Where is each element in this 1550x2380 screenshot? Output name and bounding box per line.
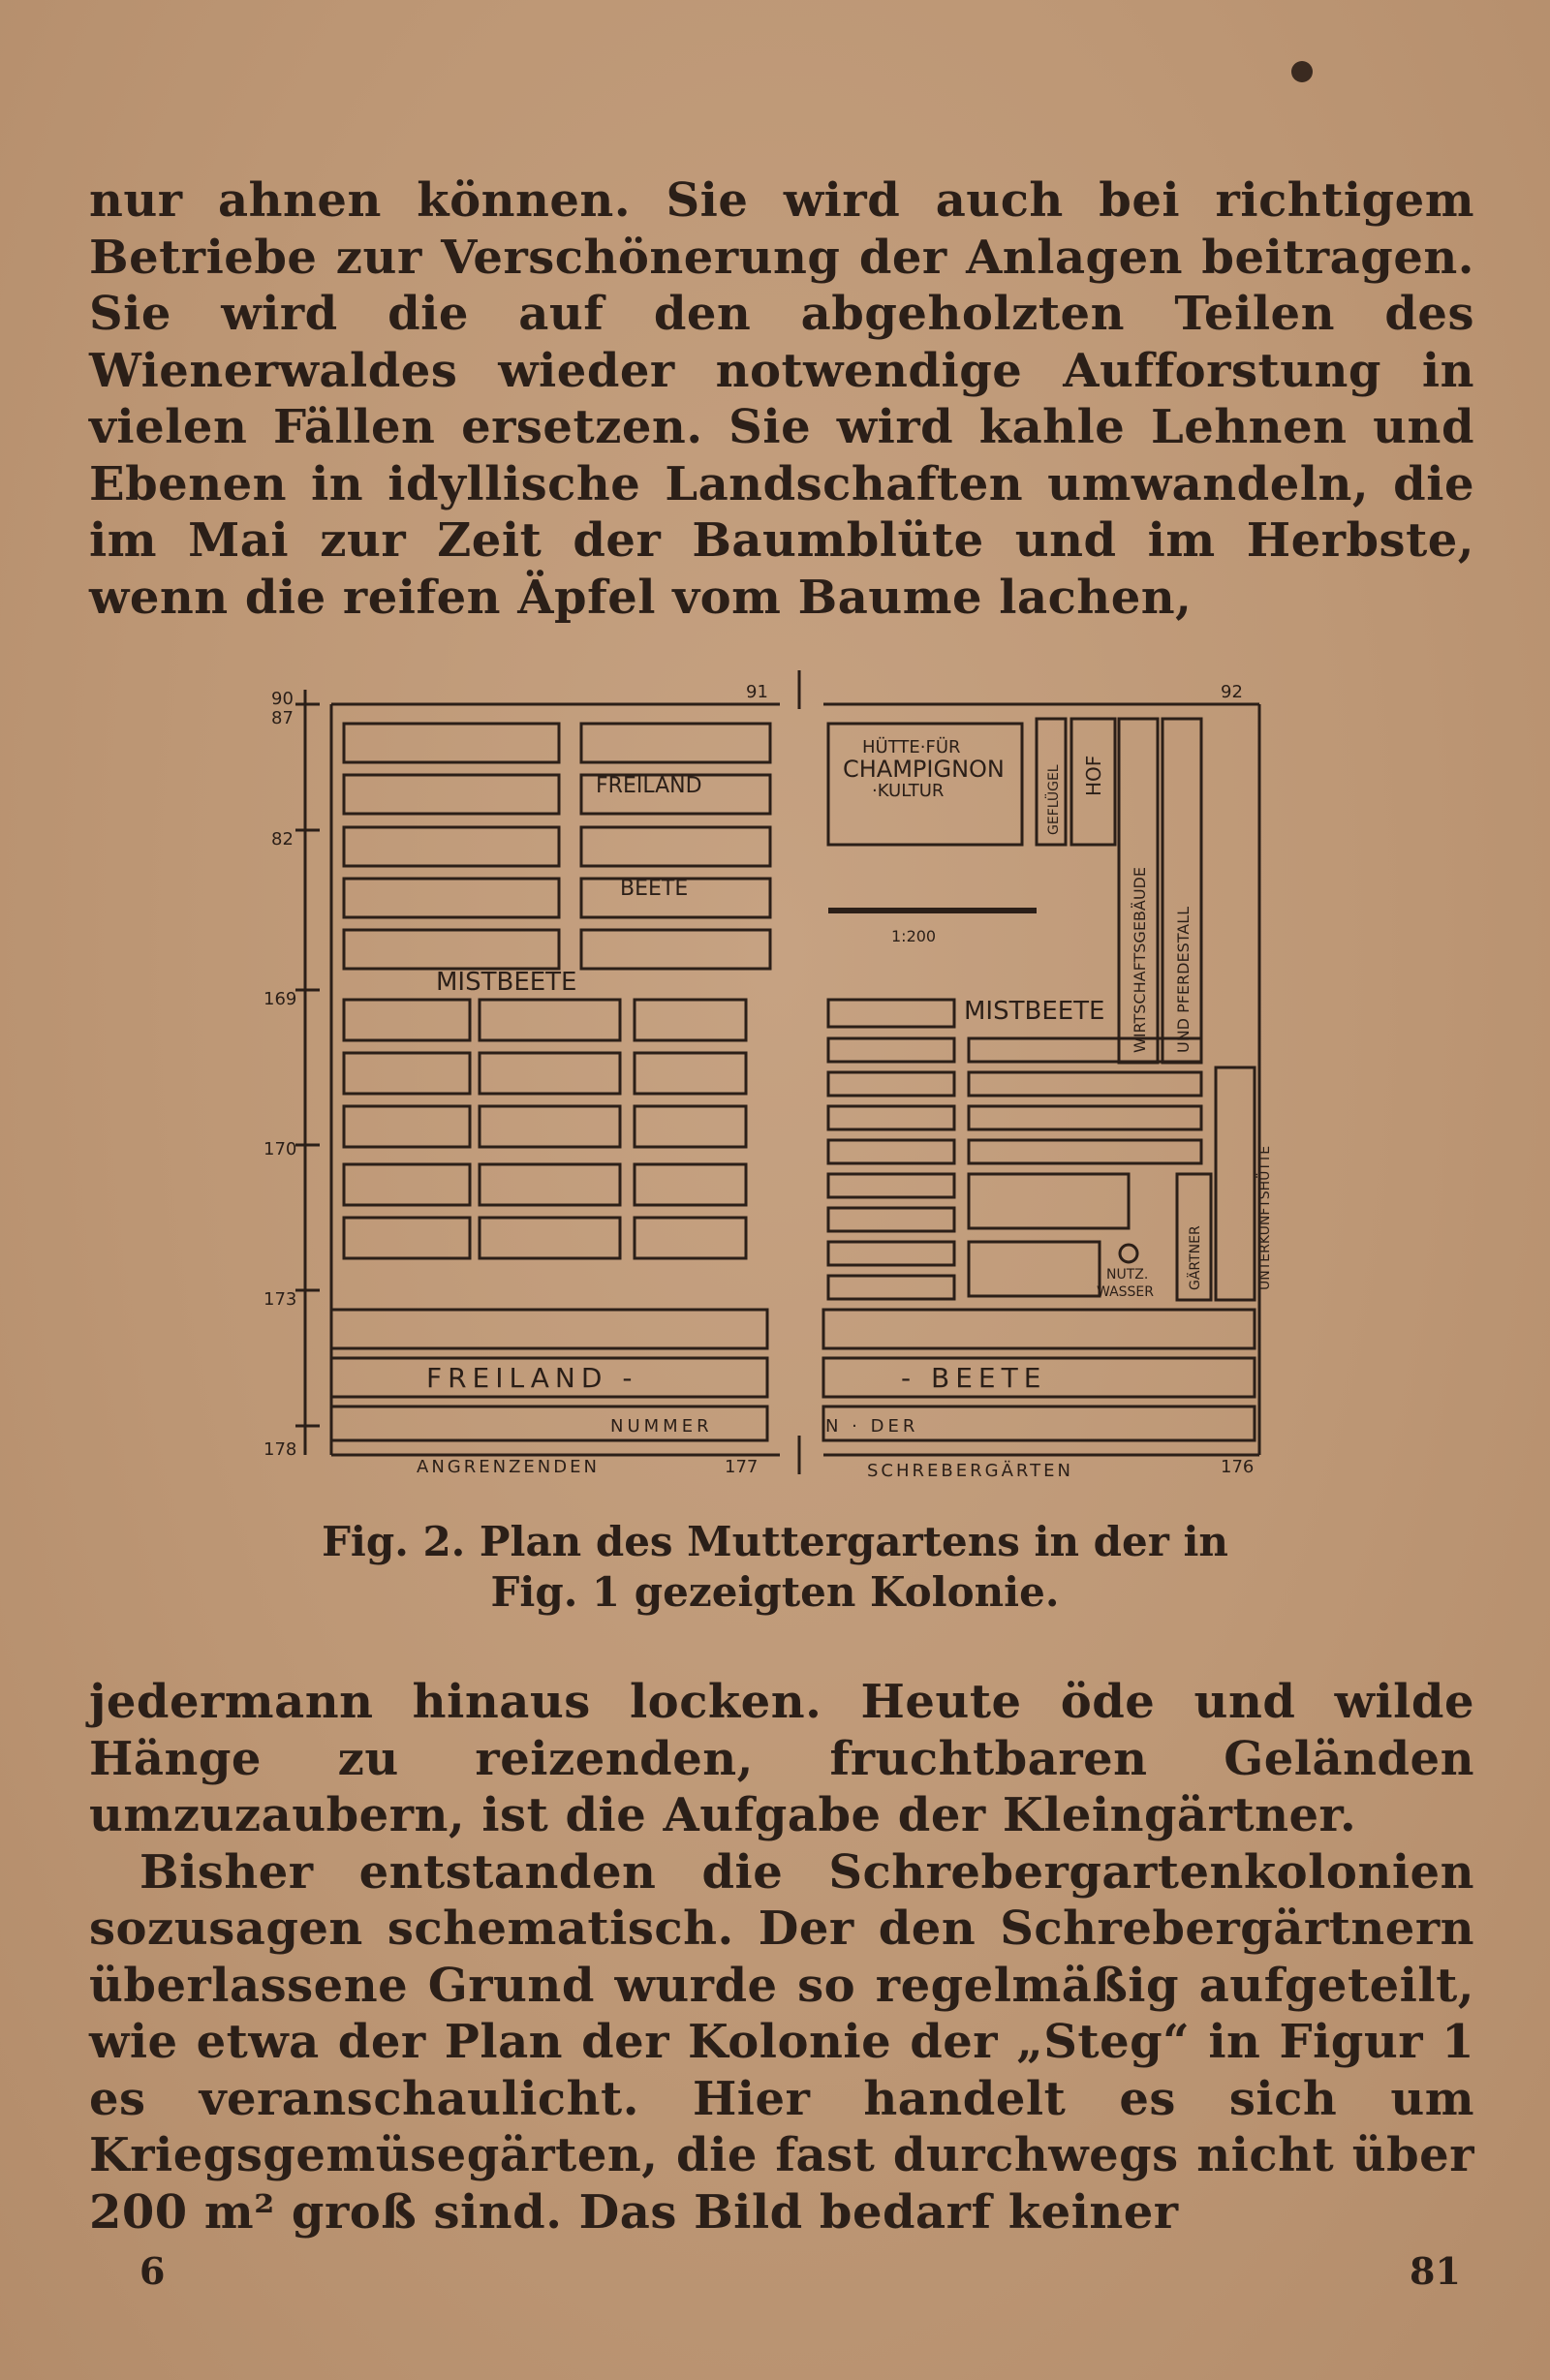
plot-number-173: 173 (264, 1289, 297, 1310)
ink-spot (1291, 61, 1313, 82)
label-freiland-top: FREILAND (596, 774, 702, 798)
caption-line-2: Fig. 1 gezeigten Kolonie. (490, 1568, 1060, 1616)
caption-line-1: Fig. 2. Plan des Muttergartens in der in (322, 1518, 1228, 1565)
label-huette-2: CHAMPIGNON (843, 756, 1005, 783)
label-mistbeete-right: MISTBEETE (964, 997, 1105, 1026)
label-nummern-left: NUMMER (610, 1416, 713, 1437)
upper-paragraph (89, 172, 1474, 626)
label-scale: 1:200 (891, 927, 937, 945)
label-schrebergaerten: SCHREBERGÄRTEN (867, 1461, 1073, 1481)
label-angrenzenden: ANGRENZENDEN (417, 1457, 600, 1477)
label-beete-top: BEETE (620, 877, 689, 901)
paragraph-3: Bisher entstanden die Schrebergartenkolonien sozusagen schematisch. Der den Schrebergärtnern überlassene Grund wurde so regelmäßig aufgeteilt, wie etwa der Plan der Kolonie der „Steg“ in Figur 1 es veranschaulicht. Hier handelt es sich um Kriegsgemüsegärten, die fast durchwegs nicht über 200 m² groß sind. Das Bild bedarf keiner (89, 1844, 1474, 2240)
label-huette-3: ·KULTUR (872, 781, 945, 801)
label-wirtschaftsgebaeude: WIRTSCHAFTSGEBÄUDE (1131, 867, 1149, 1053)
label-huette-1: HÜTTE·FÜR (862, 737, 961, 757)
plot-number-92: 92 (1221, 682, 1243, 702)
plot-number-91: 91 (746, 682, 768, 702)
label-nutzwasser-1: NUTZ. (1106, 1267, 1149, 1283)
lower-text (89, 1674, 1474, 2241)
label-pferdestall: UND PFERDESTALL (1174, 906, 1193, 1053)
plot-number-170: 170 (264, 1139, 297, 1159)
label-nummern-right: N · DER (825, 1416, 919, 1437)
page-number: 81 (1410, 2249, 1461, 2293)
plot-number-169: 169 (264, 989, 297, 1009)
label-hof: HOF (1082, 755, 1105, 796)
paragraph-2: jedermann hinaus locken. Heute öde und wilde Hänge zu reizenden, fruchtbaren Geländen umzuzaubern, ist die Aufgabe der Kleingärtner. (89, 1675, 1474, 1842)
plot-number-177: 177 (725, 1457, 759, 1477)
signature-mark: 6 (140, 2249, 166, 2293)
garden-plan-drawing (262, 651, 1288, 1484)
plot-number-82: 82 (271, 829, 294, 850)
label-freiland-bottom: FREILAND - (426, 1362, 638, 1394)
label-beete-bottom: - BEETE (901, 1362, 1047, 1394)
label-nutzwasser-2: WASSER (1097, 1284, 1155, 1300)
label-gefluegel: GEFLÜGEL (1046, 764, 1062, 835)
plot-number-178: 178 (264, 1439, 297, 1460)
plot-number-87: 87 (271, 708, 294, 728)
figure-caption (252, 1517, 1298, 1618)
garden-plan-figure (262, 651, 1288, 1484)
label-unterkunftshuette: UNTERKUNFTSHÜTTE (1257, 1145, 1273, 1290)
label-gaertner: GÄRTNER (1188, 1225, 1203, 1290)
label-mistbeete-left: MISTBEETE (436, 968, 577, 997)
plot-number-90: 90 (271, 689, 294, 709)
plot-number-176: 176 (1221, 1457, 1255, 1477)
paragraph-1: nur ahnen können. Sie wird auch bei richtigem Betriebe zur Verschönerung der Anlagen beitragen. Sie wird die auf den abgeholzten Teilen des Wienerwaldes wieder notwendige Aufforstung in vielen Fällen ersetzen. Sie wird kahle Lehnen und Ebenen in idyllische Landschaften umwandeln, die im Mai zur Zeit der Baumblüte und im Herbste, wenn die reifen Äpfel vom Baume lachen, (89, 173, 1474, 625)
